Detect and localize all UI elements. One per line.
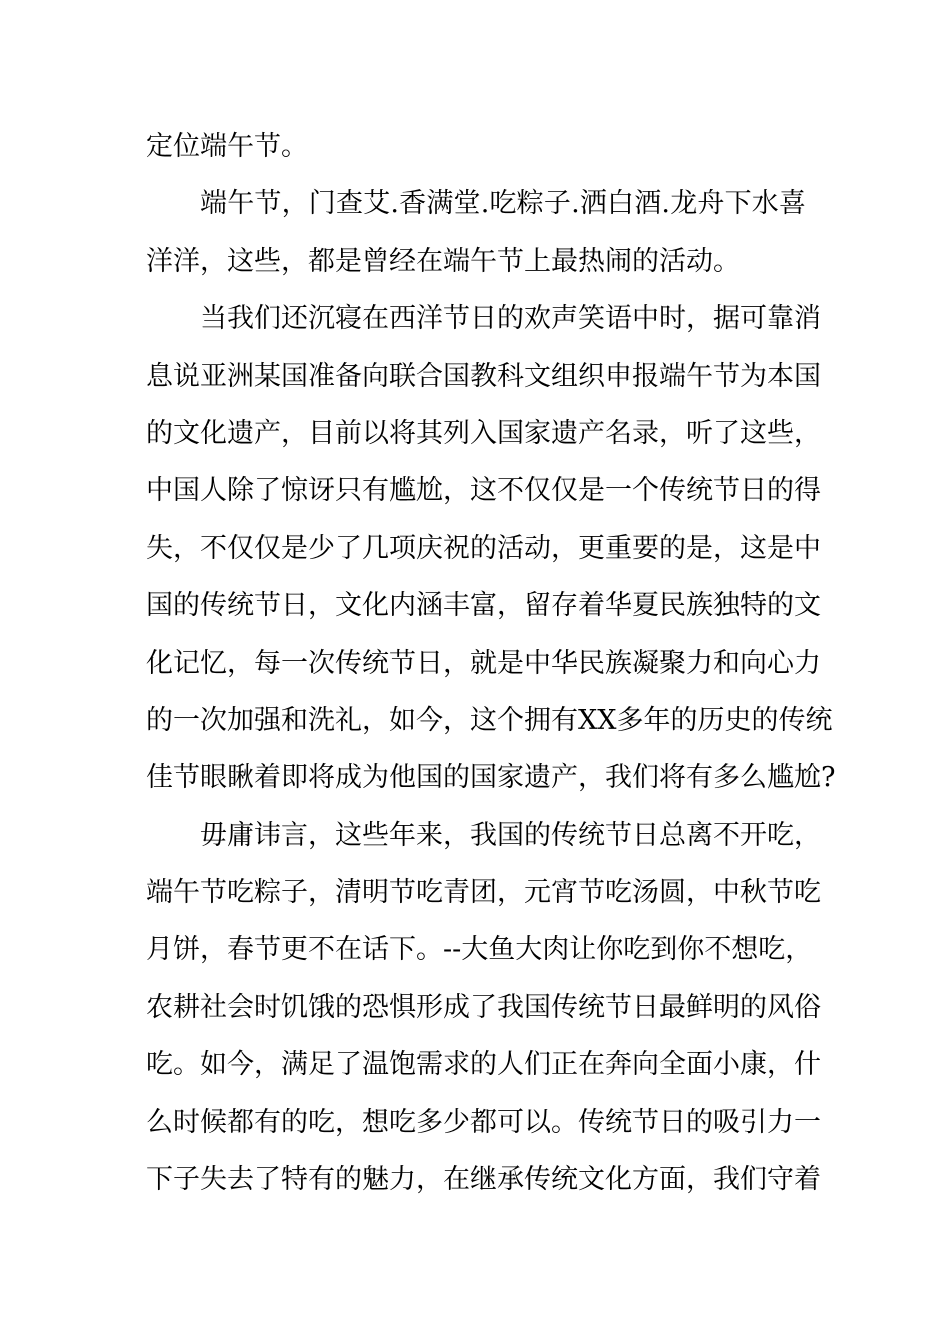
text-line: 的文化遗产，目前以将其列入国家遗产名录，听了这些， bbox=[146, 417, 821, 449]
text-line: 的一次加强和洗礼，如今，这个拥有XX多年的历史的传统 bbox=[146, 704, 833, 736]
text-line: 端午节吃粽子，清明节吃青团，元宵节吃汤圆，中秋节吃 bbox=[146, 877, 821, 909]
text-line: 定位端午节。 bbox=[146, 131, 308, 162]
text-line: 农耕社会时饥饿的恐惧形成了我国传统节日最鲜明的风俗 bbox=[146, 991, 821, 1023]
text-line: 下子失去了特有的魅力，在继承传统文化方面，我们守着 bbox=[146, 1164, 821, 1196]
text-line: 洋洋，这些，都是曾经在端午节上最热闹的活动。 bbox=[146, 245, 740, 277]
text-line: 吃。如今，满足了温饱需求的人们正在奔向全面小康，什 bbox=[146, 1049, 821, 1081]
text-line: 月饼，春节更不在话下。--大鱼大肉让你吃到你不想吃， bbox=[146, 934, 813, 966]
text-line: 佳节眼瞅着即将成为他国的国家遗产，我们将有多么尴尬? bbox=[146, 762, 836, 794]
text-line: 国的传统节日，文化内涵丰富，留存着华夏民族独特的文 bbox=[146, 590, 821, 622]
text-line: 中国人除了惊讶只有尴尬，这不仅仅是一个传统节日的得 bbox=[146, 475, 821, 507]
text-line: 化记忆，每一次传统节日，就是中华民族凝聚力和向心力 bbox=[146, 647, 821, 679]
text-line: 端午节，门查艾.香满堂.吃粽子.洒白酒.龙舟下水喜 bbox=[200, 188, 806, 220]
text-line: 息说亚洲某国准备向联合国教科文组织申报端午节为本国 bbox=[146, 360, 821, 392]
body-text bbox=[146, 118, 836, 1208]
text-line: 么时候都有的吃，想吃多少都可以。传统节日的吸引力一 bbox=[146, 1106, 821, 1138]
text-line: 当我们还沉寝在西洋节日的欢声笑语中时，据可靠消 bbox=[200, 303, 821, 335]
text-line: 失，不仅仅是少了几项庆祝的活动，更重要的是，这是中 bbox=[146, 532, 821, 564]
text-line: 毋庸讳言，这些年来，我国的传统节日总离不开吃， bbox=[200, 819, 821, 851]
